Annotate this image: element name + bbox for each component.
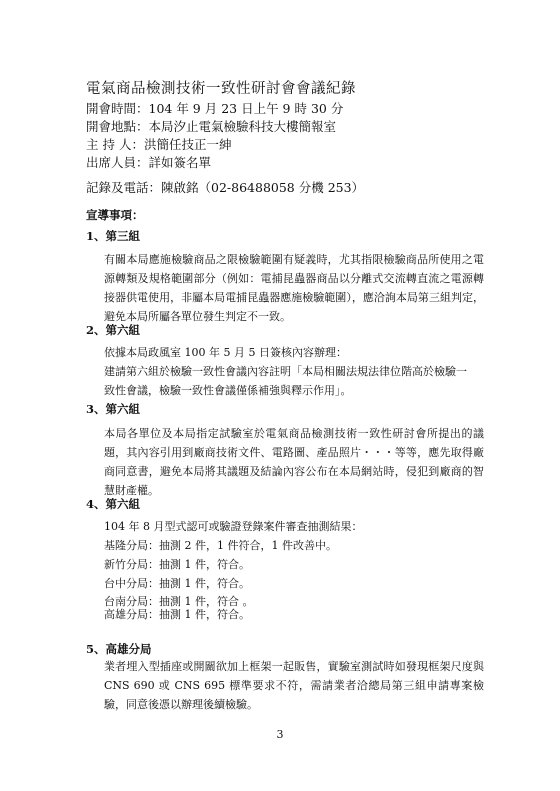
announce-heading: 宣導事項：	[86, 208, 144, 222]
meeting-time: 開會時間：104 年 9 月 23 日上午 9 時 30 分	[86, 101, 344, 116]
page-number: 3	[276, 728, 284, 741]
section-heading: 2、第六組	[86, 323, 141, 337]
section-line: 致性會議，檢驗一致性會議僅係補強與釋示作用」。	[104, 384, 352, 397]
section-paragraph: 業者埋入型插座或開關欲加上框架一起販售，實驗室測試時如發現框架尺度與 CNS 690 或 CNS 695 標準要求不符，需請業者洽總局第三組申請專案檢驗，同意後憑以辦理後續檢驗。	[104, 660, 484, 711]
section-line: 104 年 8 月型式認可或驗證登錄案件審查抽測結果：	[104, 520, 363, 533]
section-line: 台中分局：抽測 1 件，符合。	[104, 577, 250, 590]
section-heading: 1、第三組	[86, 229, 141, 243]
section-line: 台南分局：抽測 1 件，符合 。	[104, 595, 254, 608]
section-heading: 3、第六組	[86, 402, 141, 416]
section-line: 新竹分局：抽測 1 件，符合。	[104, 558, 250, 571]
section-line: 基隆分局：抽測 2 件，1 件符合，1 件改善中。	[104, 539, 337, 552]
meeting-attendees: 出席人員：詳如簽名單	[86, 155, 212, 170]
section-line: 建請第六組於檢驗一致性會議內容註明「本局相關法規法律位階高於檢驗一	[104, 365, 467, 378]
section-paragraph: 本局各單位及本局指定試驗室於電氣商品檢測技術一致性研討會所提出的議題，其內容引用到廠商技術文件、電路圖、產品照片・・・等等，應先取得廠商同意書，避免本局將其議題及結論內容公布在本局網站時，侵犯到廠商的智慧財產權。	[104, 427, 484, 497]
section-line: 依據本局政風室 100 年 5 月 5 日簽核內容辦理：	[104, 346, 347, 359]
section-heading: 5、高雄分局	[86, 642, 152, 656]
meeting-recorder: 記錄及電話：陳啟銘（02-86488058 分機 253）	[86, 180, 365, 195]
document-title: 電氣商品檢測技術一致性研討會會議紀錄	[86, 81, 356, 97]
meeting-location: 開會地點：本局汐止電氣檢驗科技大樓簡報室	[86, 119, 337, 134]
section-line: 高雄分局：抽測 1 件，符合。	[104, 608, 250, 621]
section-paragraph: 有關本局應施檢驗商品之限檢驗範圍有疑義時，尤其指限檢驗商品所使用之電源轉類及規格範圍部分（例如：電捕昆蟲器商品以分離式交流轉直流之電源轉接器供電使用，非屬本局電捕昆蟲器應施檢驗範圍），應洽詢本局第三組判定，避免本局所屬各單位發生判定不一致。	[104, 253, 484, 323]
section-heading: 4、第六組	[86, 497, 141, 511]
meeting-chair: 主 持 人：洪簡任技正一紳	[86, 137, 232, 152]
